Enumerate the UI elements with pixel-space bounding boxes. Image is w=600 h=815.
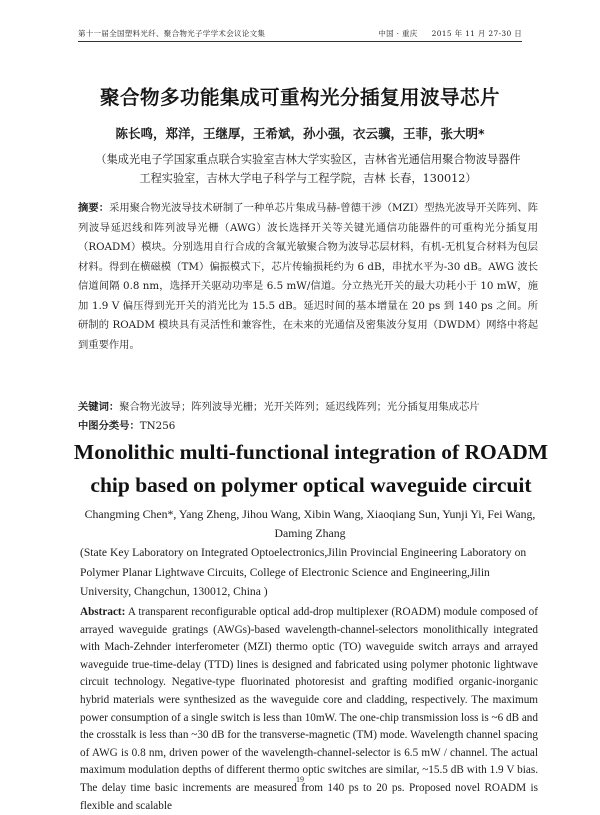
cn-affiliation: （集成光电子学国家重点联合实验室吉林大学实验区，吉林省光通信用聚合物波导器件工程实验室，吉林大学电子科学与工程学院，吉林 长春，130012） bbox=[95, 153, 521, 185]
cn-class-number: TN256 bbox=[139, 420, 176, 432]
header-right bbox=[378, 28, 522, 39]
cn-authors: 陈长鸣，郑洋，王继厚，王希斌，孙小强，衣云骥，王菲，张大明* bbox=[115, 126, 485, 141]
cn-title: 聚合物多功能集成可重构光分插复用波导芯片 bbox=[99, 86, 500, 109]
en-abstract-text: A transparent reconfigurable optical add-drop multiplexer (ROADM) module composed of arrayed waveguide gratings (AWGs)-based wavelength-channel-selectors monolithically integrated with Mach-Zehnder interferometer (MZI) thermo optic (TO) waveguide switch arrays and arrayed waveguide true-time-delay (TTD) lines is designed and fabricated using polymer photonic lightwave circuit technology. Negative-type fluorinated photoresist and grafting modified organic-inorganic hybrid materials were synthesized as the waveguide core and cladding, respectively. The maximum power consumption of a single switch is less than 10mW. The one-chip transmission loss is ~6 dB and the crosstalk is less than ~30 dB for the transverse-magnetic (TM) mode. Wavelength channel spacing of AWG is 0.8 nm, driven power of the wavelength-channel-selector is 6.5 mW / channel. The actual maximum modulation depths of different thermo optic switches are similar, ~15.5 dB with 1.9 V bias. The delay time basic increments are measured from 140 ps to 20 ps. Proposed novel ROADM is flexible and scalable bbox=[80, 606, 538, 812]
en-abstract-label: Abstract: bbox=[80, 606, 126, 618]
header-rule bbox=[78, 41, 522, 42]
conference-name: 第十一届全国塑料光纤、聚合物光子学学术会议论文集 bbox=[78, 29, 266, 38]
cn-abstract bbox=[78, 199, 538, 355]
cn-keywords-text: 聚合物光波导；阵列波导光栅；光开关阵列；延迟线阵列；光分插复用集成芯片 bbox=[119, 401, 480, 413]
conference-date: 2015 年 11 月 27-30 日 bbox=[431, 29, 522, 38]
en-title: Monolithic multi-functional integration of ROADM chip based on polymer optical waveguide circuit bbox=[73, 440, 549, 497]
running-header bbox=[78, 28, 522, 39]
cn-keywords-label: 关键词： bbox=[78, 401, 120, 413]
cn-keywords bbox=[78, 398, 538, 417]
cn-classification bbox=[78, 417, 538, 436]
cn-abstract-label: 摘要： bbox=[78, 202, 110, 214]
en-authors: Changming Chen*, Yang Zheng, Jihou Wang, Xibin Wang, Xiaoqiang Sun, Yunji Yi, Fei Wang, Daming Zhang bbox=[84, 507, 536, 540]
page-number: 19 bbox=[296, 775, 304, 784]
en-affiliation: (State Key Laboratory on Integrated Optoelectronics,Jilin Provincial Engineering Laboratory on Polymer Planar Lightwave Circuits, College of Electronic Science and Engineering,Jilin University, Changchun, 130012, China ) bbox=[80, 546, 527, 598]
cn-abstract-text: 采用聚合物光波导技术研制了一种单芯片集成马赫-曾德干涉（MZI）型热光波导开关阵列、阵列波导延迟线和阵列波导光栅（AWG）波长选择开关等关键光通信功能器件的可重构光分插复用（ROADM）模块。分别选用自行合成的含氟光敏聚合物为波导芯层材料，有机-无机复合材料为包层材料。得到在横磁模（TM）偏振模式下，芯片传输损耗约为 6 dB，串扰水平为-30 dB。AWG 波长信道间隔 0.8 nm，选择开关驱动功率是 6.5 mW/信道。分立热光开关的最大功耗小于 10 mW，施加 1.9 V 偏压得到光开关的消光比为 15.5 dB。延迟时间的基本增量在 20 ps 到 140 ps 之间。所研制的 ROADM 模块具有灵活性和兼容性，在未来的光通信及密集波分复用（DWDM）网络中将起到重要作用。 bbox=[78, 202, 539, 351]
conference-location: 中国 · 重庆 bbox=[378, 29, 418, 38]
cn-class-label: 中图分类号： bbox=[78, 420, 140, 432]
